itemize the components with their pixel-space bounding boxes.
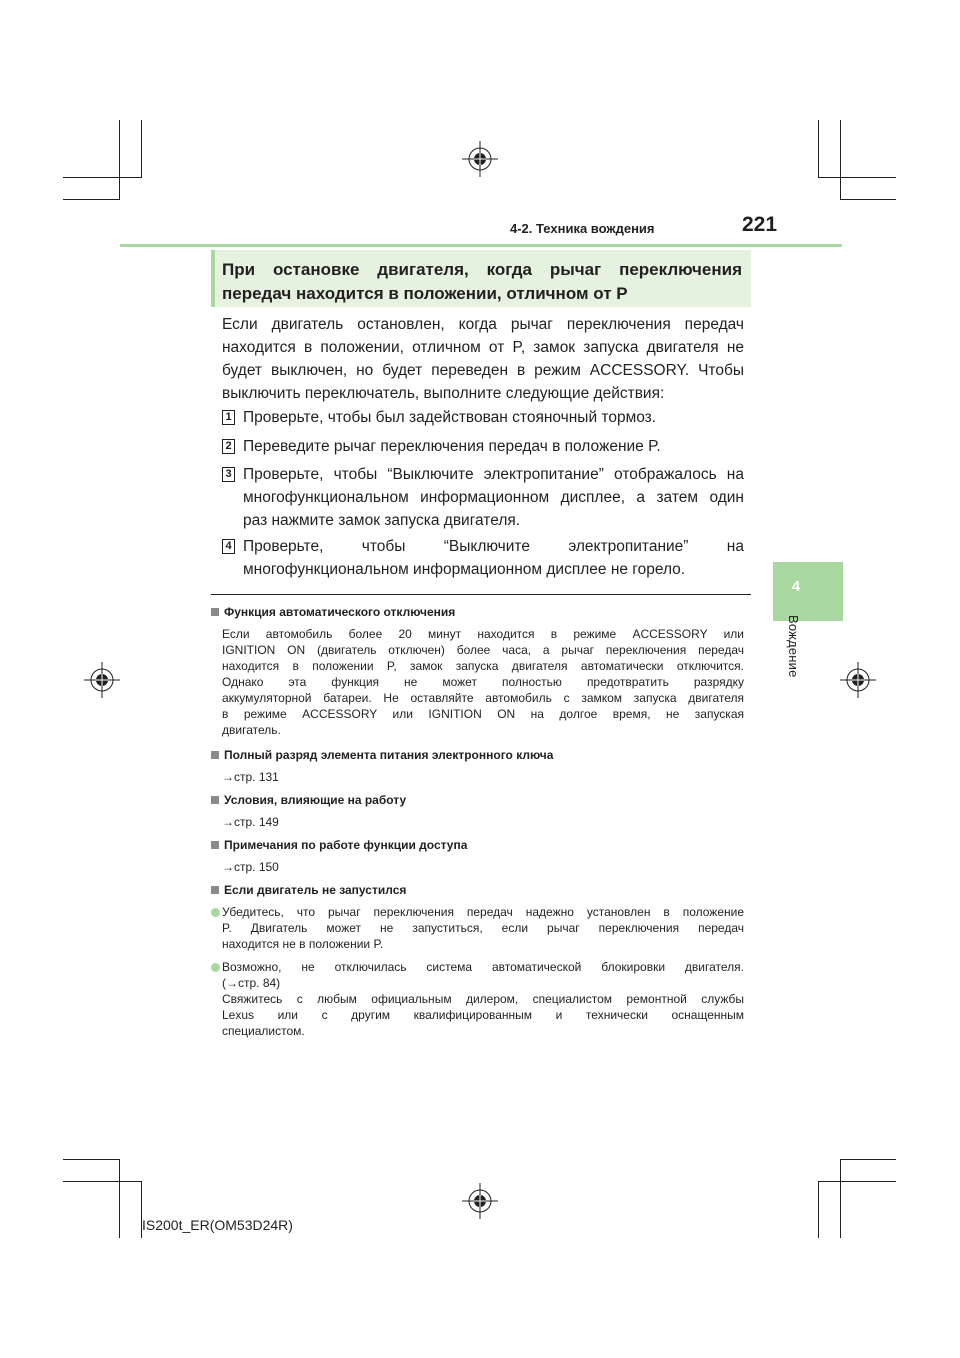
note-heading: Примечания по работе функции доступа (211, 837, 467, 853)
note-line: специалистом. (222, 1024, 305, 1038)
round-bullet-icon (211, 963, 220, 972)
note-heading: Если двигатель не запустился (211, 882, 406, 898)
crop-mark (119, 1159, 120, 1238)
section-breadcrumb: 4-2. Техника вождения (510, 221, 655, 236)
intro-line: выключить переключатель, выполните следующие действия: (222, 385, 665, 402)
intro-line: будет выключен, но будет переведен в режим ACCESSORY. Чтобы (222, 362, 744, 379)
step-text: многофункциональном информационном дисплее, а затем один (243, 489, 744, 506)
note-line: находится не в положении P. (222, 937, 384, 951)
crop-mark (63, 1159, 120, 1160)
crop-mark (840, 120, 841, 200)
registration-mark-icon (462, 141, 498, 177)
crop-mark (141, 120, 142, 178)
crop-mark (840, 1159, 841, 1238)
crop-mark (119, 120, 120, 200)
note-heading: Функция автоматического отключения (211, 604, 455, 620)
page-number: 221 (742, 213, 778, 236)
chapter-tab-number: 4 (791, 578, 801, 595)
intro-line: Если двигатель остановлен, когда рычаг переключения передач (222, 316, 744, 333)
registration-mark-icon (840, 662, 876, 698)
registration-mark-icon (462, 1183, 498, 1219)
crop-mark (818, 1181, 896, 1182)
round-bullet-icon (211, 908, 220, 917)
note-heading: Условия, влияющие на работу (211, 792, 406, 808)
note-line: в режиме ACCESSORY или IGNITION ON на долгое время, не запуская (222, 707, 744, 721)
crop-mark (63, 1181, 141, 1182)
note-line: Свяжитесь с любым официальным дилером, специалистом ремонтной службы (222, 992, 744, 1006)
page-reference-link[interactable]: →стр. 149 (222, 815, 279, 829)
step-text: Проверьте, чтобы был задействован стояночный тормоз. (243, 409, 657, 426)
note-line: двигатель. (222, 723, 281, 737)
crop-mark (63, 177, 141, 178)
page-reference-link[interactable]: →стр. 150 (222, 860, 279, 874)
note-line: IGNITION ON (двигатель отключен) более часа, а рычаг переключения передач (222, 643, 744, 657)
square-bullet-icon (211, 886, 219, 894)
crop-mark (63, 199, 120, 200)
note-line: Lexus или с другим квалифицированным и технически оснащенным (222, 1008, 744, 1022)
step-text: Проверьте, чтобы “Выключите электропитание” отображалось на (243, 466, 744, 483)
note-line: находится в положении P, замок запуска двигателя автоматически отключится. (222, 659, 744, 673)
square-bullet-icon (211, 796, 219, 804)
page-reference-link[interactable]: →стр. 131 (222, 770, 279, 784)
note-line: Возможно, не отключилась система автоматической блокировки двигателя. (222, 960, 744, 974)
crop-mark (818, 1181, 819, 1238)
note-line: Если автомобиль более 20 минут находится в режиме ACCESSORY или (222, 627, 744, 641)
chapter-tab-label: Вождение (786, 615, 801, 678)
crop-mark (840, 1159, 896, 1160)
note-line: P. Двигатель может не запуститься, если рычаг переключения передач (222, 921, 744, 935)
crop-mark (818, 120, 819, 178)
step-number-badge: 4 (222, 539, 235, 554)
section-divider (211, 594, 751, 595)
crop-mark (818, 177, 896, 178)
step-text: Переведите рычаг переключения передач в положение P. (243, 438, 661, 455)
model-code: IS200t_ER(OM53D24R) (142, 1217, 293, 1233)
step-text: Проверьте, чтобы “Выключите электропитание” на (243, 538, 744, 555)
section-heading-line: При остановке двигателя, когда рычаг переключения (222, 260, 742, 279)
step-text: раз нажмите замок запуска двигателя. (243, 512, 521, 529)
registration-mark-icon (84, 662, 120, 698)
note-line: аккумуляторной батареи. Не оставляйте автомобиль с замком запуска двигателя (222, 691, 744, 705)
step-number-badge: 2 (222, 439, 235, 454)
note-line: Убедитесь, что рычаг переключения передач надежно установлен в положение (222, 905, 744, 919)
crop-mark (840, 199, 896, 200)
square-bullet-icon (211, 608, 219, 616)
note-heading: Полный разряд элемента питания электронного ключа (211, 747, 553, 763)
step-number-badge: 1 (222, 410, 235, 425)
square-bullet-icon (211, 751, 219, 759)
header-rule (120, 244, 842, 247)
step-text: многофункциональном информационном дисплее не горело. (243, 561, 686, 578)
square-bullet-icon (211, 841, 219, 849)
step-number-badge: 3 (222, 467, 235, 482)
note-line: Однако эта функция не может полностью предотвратить разрядку (222, 675, 744, 689)
section-heading-line: передач находится в положении, отличном от P (222, 284, 628, 303)
page-reference-link[interactable]: (→стр. 84) (222, 976, 281, 990)
intro-line: находится в положении, отличном от P, замок запуска двигателя не (222, 339, 744, 356)
